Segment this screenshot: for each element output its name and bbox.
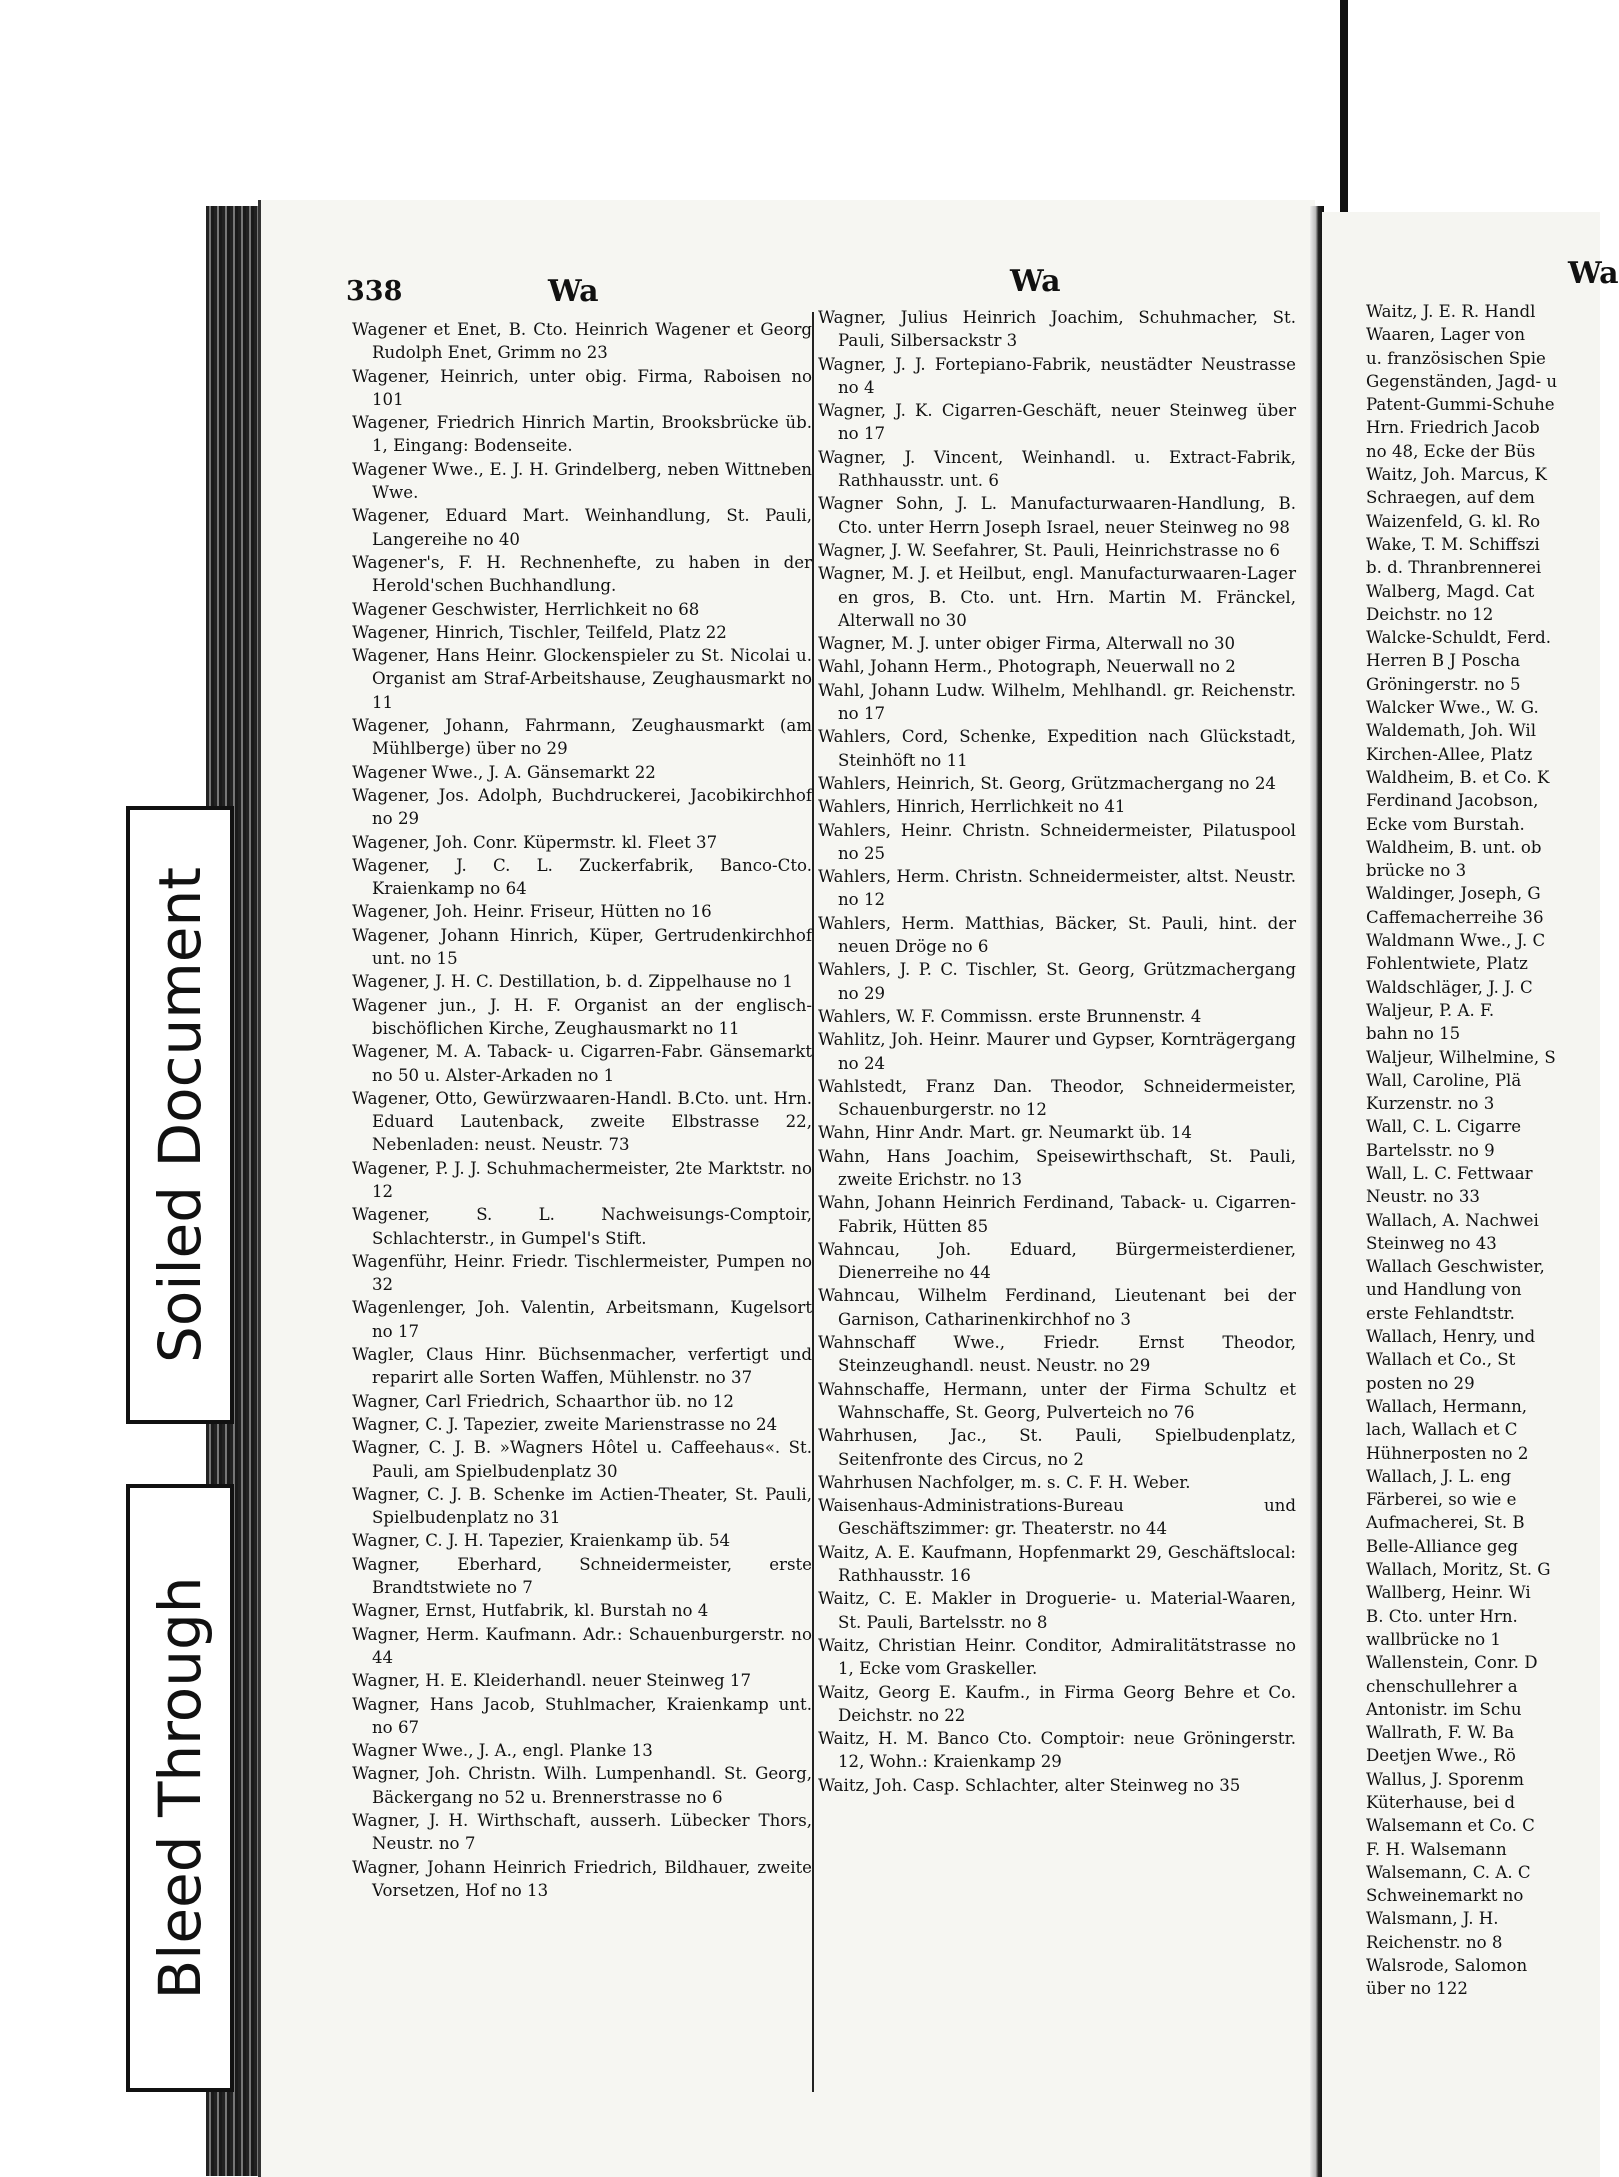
directory-entry: Wagener, Hans Heinr. Glockenspieler zu St. Nicolai u. Organist am Straf-Arbeitshause, Zeughausmarkt no 11 xyxy=(352,646,812,712)
directory-entry: Wagener jun., J. H. F. Organist an der englisch-bischöflichen Kirche, Zeughausmarkt no 11 xyxy=(352,995,812,1038)
directory-entry: Antonistr. im Schu xyxy=(1366,1699,1522,1719)
directory-entry: Wagener, Hinrich, Tischler, Teilfeld, Platz 22 xyxy=(352,622,727,642)
directory-entry: Ferdinand Jacobson, xyxy=(1366,791,1539,811)
directory-entry: Waldheim, B. unt. ob xyxy=(1366,837,1542,857)
directory-entry: Wagner, Carl Friedrich, Schaarthor üb. no 12 xyxy=(352,1391,734,1411)
soiled-document-text: Soiled Document xyxy=(146,867,214,1363)
directory-entry: Wagner, J. H. Wirthschaft, ausserh. Lübecker Thors, Neustr. no 7 xyxy=(352,1811,812,1854)
directory-entry: Waitz, Christian Heinr. Conditor, Admiralitätstrasse no 1, Ecke vom Graskeller. xyxy=(818,1635,1296,1679)
directory-entry: Waisenhaus-Administrations-Bureau und Geschäftszimmer: gr. Theaterstr. no 44 xyxy=(818,1496,1296,1539)
directory-entry: wallbrücke no 1 xyxy=(1366,1629,1501,1649)
directory-entry: bahn no 15 xyxy=(1366,1024,1461,1044)
directory-entry: Waitz, H. M. Banco Cto. Comptoir: neue Gröningerstr. 12, Wohn.: Kraienkamp 29 xyxy=(818,1729,1296,1772)
directory-entry: Wahncau, Wilhelm Ferdinand, Lieutenant bei der Garnison, Catharinenkirchhof no 3 xyxy=(818,1286,1296,1329)
directory-entry: Waljeur, Wilhelmine, S xyxy=(1366,1047,1556,1067)
directory-entry: b. d. Thranbrennerei xyxy=(1366,558,1542,578)
directory-entry: Wagner, Joh. Christn. Wilh. Lumpenhandl. St. Georg, Bäckergang no 52 u. Brennerstrasse no 6 xyxy=(352,1764,812,1807)
directory-column-right xyxy=(1366,300,1600,2001)
running-head-middle: Wa xyxy=(1010,264,1061,299)
directory-entry: posten no 29 xyxy=(1366,1373,1475,1393)
directory-entry: Wall, L. C. Fettwaar xyxy=(1366,1163,1533,1183)
directory-entry: Walsemann, C. A. C xyxy=(1366,1862,1531,1882)
directory-entry: Wagener Geschwister, Herrlichkeit no 68 xyxy=(352,599,700,619)
directory-entry: Wagener, Johann Hinrich, Küper, Gertrudenkirchhof unt. no 15 xyxy=(352,925,812,969)
directory-entry: Wallus, J. Sporenm xyxy=(1366,1769,1524,1789)
directory-entry: Bartelsstr. no 9 xyxy=(1366,1140,1495,1160)
directory-entry: Wallberg, Heinr. Wi xyxy=(1366,1583,1531,1603)
directory-entry: Kirchen-Allee, Platz xyxy=(1366,744,1533,764)
directory-entry: Waitz, Joh. Casp. Schlachter, alter Steinweg no 35 xyxy=(818,1775,1241,1795)
directory-entry: Wagener, J. H. C. Destillation, b. d. Zippelhause no 1 xyxy=(352,972,793,992)
directory-entry: lach, Wallach et C xyxy=(1366,1420,1518,1440)
directory-entry: Wallach, Hermann, xyxy=(1366,1396,1528,1416)
directory-entry: Wagener, M. A. Taback- u. Cigarren-Fabr. Gänsemarkt no 50 u. Alster-Arkaden no 1 xyxy=(352,1042,812,1085)
directory-entry: Wahlers, Heinr. Christn. Schneidermeister, Pilatuspool no 25 xyxy=(818,820,1296,863)
directory-entry: Wahn, Hinr Andr. Mart. gr. Neumarkt üb. 14 xyxy=(818,1123,1192,1143)
directory-entry: Wahlers, Hinrich, Herrlichkeit no 41 xyxy=(818,797,1126,817)
directory-entry: Walsrode, Salomon xyxy=(1366,1956,1528,1976)
directory-entry: Wagner, Johann Heinrich Friedrich, Bildhauer, zweite Vorsetzen, Hof no 13 xyxy=(352,1857,812,1900)
directory-entry: Wallach, Henry, und xyxy=(1366,1327,1536,1347)
directory-entry: Wagner, C. J. B. »Wagners Hôtel u. Caffeehaus«. St. Pauli, am Spielbudenplatz 30 xyxy=(352,1438,812,1481)
directory-entry: über no 122 xyxy=(1366,1979,1468,1999)
directory-entry: Wahn, Johann Heinrich Ferdinand, Taback- u. Cigarren-Fabrik, Hütten 85 xyxy=(818,1193,1296,1236)
directory-entry: Neustr. no 33 xyxy=(1366,1187,1480,1207)
directory-entry: Waldschläger, J. J. C xyxy=(1366,977,1533,997)
directory-entry: Wahlers, Herm. Christn. Schneidermeister, altst. Neustr. no 12 xyxy=(818,867,1296,910)
directory-entry: Aufmacherei, St. B xyxy=(1366,1513,1525,1533)
directory-entry: Wallach, J. L. eng xyxy=(1366,1466,1512,1486)
directory-entry: Wallach, Moritz, St. G xyxy=(1366,1560,1551,1580)
directory-entry: Wagener, Heinrich, unter obig. Firma, Raboisen no 101 xyxy=(352,366,812,409)
directory-entry: Färberei, so wie e xyxy=(1366,1490,1517,1510)
directory-entry: Waldheim, B. et Co. K xyxy=(1366,767,1550,787)
directory-entry: Hühnerposten no 2 xyxy=(1366,1443,1529,1463)
directory-entry: Wagner, C. J. H. Tapezier, Kraienkamp üb. 54 xyxy=(352,1531,731,1551)
directory-entry: Wahlstedt, Franz Dan. Theodor, Schneidermeister, Schauenburgerstr. no 12 xyxy=(818,1076,1296,1120)
column-rule xyxy=(812,312,814,2092)
running-head-left: Wa xyxy=(548,274,599,309)
directory-entry: Wahrhusen Nachfolger, m. s. C. F. H. Weber. xyxy=(818,1472,1191,1492)
directory-entry: Wagener Wwe., E. J. H. Grindelberg, neben Wittneben Wwe. xyxy=(352,459,812,503)
directory-entry: Wahncau, Joh. Eduard, Bürgermeisterdiener, Dienerreihe no 44 xyxy=(818,1239,1296,1283)
directory-entry: Wagner, J. J. Fortepiano-Fabrik, neustädter Neustrasse no 4 xyxy=(818,354,1296,397)
bleed-through-label xyxy=(126,1484,234,2092)
directory-entry: Wagner Wwe., J. A., engl. Planke 13 xyxy=(352,1741,653,1761)
directory-entry: Wagener Wwe., J. A. Gänsemarkt 22 xyxy=(352,762,656,782)
directory-entry: Wahlers, J. P. C. Tischler, St. Georg, Grützmachergang no 29 xyxy=(818,960,1296,1003)
directory-entry: Walsemann et Co. C xyxy=(1366,1816,1535,1836)
directory-entry: Wallach et Co., St xyxy=(1366,1350,1516,1370)
directory-entry: Wagener et Enet, B. Cto. Heinrich Wagener et Georg Rudolph Enet, Grimm no 23 xyxy=(352,320,812,363)
directory-entry: Wagener, Joh. Conr. Küpermstr. kl. Fleet 37 xyxy=(352,832,718,852)
bleed-through-text: Bleed Through xyxy=(146,1576,214,2000)
directory-entry: Waizenfeld, G. kl. Ro xyxy=(1366,511,1541,531)
directory-entry: Gröningerstr. no 5 xyxy=(1366,674,1521,694)
directory-entry: Wagner, Julius Heinrich Joachim, Schuhmacher, St. Pauli, Silbersackstr 3 xyxy=(818,308,1296,351)
directory-entry: Wagner, M. J. unter obiger Firma, Alterwall no 30 xyxy=(818,634,1236,654)
directory-entry: Wahl, Johann Herm., Photograph, Neuerwall no 2 xyxy=(818,657,1236,677)
directory-entry: Wallach Geschwister, xyxy=(1366,1257,1545,1277)
directory-entry: Ecke vom Burstah. xyxy=(1366,814,1525,834)
directory-entry: Belle-Alliance geg xyxy=(1366,1536,1518,1556)
directory-entry: Gegenständen, Jagd- u xyxy=(1366,371,1558,391)
directory-entry: Herren B J Poscha xyxy=(1366,651,1521,671)
directory-entry: Wagner, Herm. Kaufmann. Adr.: Schauenburgerstr. no 44 xyxy=(352,1624,812,1667)
directory-entry: B. Cto. unter Hrn. xyxy=(1366,1606,1518,1626)
directory-entry: Wahlers, W. F. Commissn. erste Brunnenstr. 4 xyxy=(818,1006,1202,1026)
directory-entry: Wagener, Friedrich Hinrich Martin, Brooksbrücke üb. 1, Eingang: Bodenseite. xyxy=(352,413,812,456)
directory-entry: Wagener, P. J. J. Schuhmachermeister, 2te Marktstr. no 12 xyxy=(352,1158,812,1201)
directory-entry: Wahn, Hans Joachim, Speisewirthschaft, St. Pauli, zweite Erichstr. no 13 xyxy=(818,1146,1296,1189)
directory-entry: Wagner, Eberhard, Schneidermeister, erste Brandtstwiete no 7 xyxy=(352,1554,812,1598)
directory-entry: Steinweg no 43 xyxy=(1366,1233,1497,1253)
directory-entry: no 48, Ecke der Büs xyxy=(1366,441,1536,461)
directory-entry: Wahlers, Heinrich, St. Georg, Grützmachergang no 24 xyxy=(818,773,1276,793)
directory-entry: Waitz, J. E. R. Handl xyxy=(1366,302,1536,321)
directory-entry: Wake, T. M. Schiffszi xyxy=(1366,534,1540,554)
directory-entry: Wagner, J. W. Seefahrer, St. Pauli, Heinrichstrasse no 6 xyxy=(818,540,1280,560)
directory-entry: Wagner Sohn, J. L. Manufacturwaaren-Handlung, B. Cto. unter Herrn Joseph Israel, neuer Steinweg no 98 xyxy=(818,494,1296,537)
directory-entry: Wallenstein, Conr. D xyxy=(1366,1653,1538,1673)
directory-entry: Wagner, Hans Jacob, Stuhlmacher, Kraienkamp unt. no 67 xyxy=(352,1694,812,1737)
directory-entry: Wahl, Johann Ludw. Wilhelm, Mehlhandl. gr. Reichenstr. no 17 xyxy=(818,680,1296,724)
directory-entry: Wagner, J. K. Cigarren-Geschäft, neuer Steinweg über no 17 xyxy=(818,401,1296,444)
directory-entry: Wagener, Eduard Mart. Weinhandlung, St. Pauli, Langereihe no 40 xyxy=(352,506,812,549)
directory-entry: Wagner, J. Vincent, Weinhandl. u. Extract-Fabrik, Rathhausstr. unt. 6 xyxy=(818,447,1296,491)
directory-entry: Waaren, Lager von xyxy=(1366,325,1526,345)
directory-entry: Walsmann, J. H. xyxy=(1366,1909,1499,1929)
directory-entry: Waldinger, Joseph, G xyxy=(1366,884,1541,904)
directory-entry: Wagenführ, Heinr. Friedr. Tischlermeister, Pumpen no 32 xyxy=(352,1251,812,1295)
directory-entry: Waitz, A. E. Kaufmann, Hopfenmarkt 29, Geschäftslocal: Rathhausstr. 16 xyxy=(818,1542,1296,1586)
directory-entry: Reichenstr. no 8 xyxy=(1366,1932,1503,1952)
directory-entry: Waldemath, Joh. Wil xyxy=(1366,721,1537,741)
directory-entry: Waldmann Wwe., J. C xyxy=(1366,931,1546,951)
directory-entry: Waitz, C. E. Makler in Droguerie- u. Material-Waaren, St. Pauli, Bartelsstr. no 8 xyxy=(818,1589,1296,1632)
directory-entry: Wagner, C. J. B. Schenke im Actien-Theater, St. Pauli, Spielbudenplatz no 31 xyxy=(352,1484,812,1528)
directory-entry: Wahnschaff Wwe., Friedr. Ernst Theodor, Steinzeughandl. neust. Neustr. no 29 xyxy=(818,1333,1296,1376)
directory-entry: Deichstr. no 12 xyxy=(1366,604,1494,624)
directory-entry: Wagener, Joh. Heinr. Friseur, Hütten no 16 xyxy=(352,902,712,922)
directory-entry: Schraegen, auf dem xyxy=(1366,488,1535,508)
directory-entry: Hrn. Friedrich Jacob xyxy=(1366,418,1540,438)
directory-entry: Wahnschaffe, Hermann, unter der Firma Schultz et Wahnschaffe, St. Georg, Pulverteich no 76 xyxy=(818,1379,1296,1422)
directory-entry: Wagner, Ernst, Hutfabrik, kl. Burstah no 4 xyxy=(352,1601,709,1621)
directory-entry: Caffemacherreihe 36 xyxy=(1366,907,1544,927)
directory-entry: Walcke-Schuldt, Ferd. xyxy=(1366,628,1552,648)
directory-entry: Fohlentwiete, Platz xyxy=(1366,954,1528,974)
directory-entry: Wahlers, Herm. Matthias, Bäcker, St. Pauli, hint. der neuen Dröge no 6 xyxy=(818,913,1296,957)
directory-entry: Wall, Caroline, Plä xyxy=(1366,1070,1522,1090)
directory-entry: u. französischen Spie xyxy=(1366,348,1546,368)
directory-entry: Wall, C. L. Cigarre xyxy=(1366,1117,1522,1137)
directory-entry: chenschullehrer a xyxy=(1366,1676,1518,1696)
directory-entry: Walcker Wwe., W. G. xyxy=(1366,698,1539,718)
directory-entry: Wagener, Jos. Adolph, Buchdruckerei, Jacobikirchhof no 29 xyxy=(352,785,812,829)
running-head-right: Wa xyxy=(1568,256,1619,291)
directory-entry: Wagener, J. C. L. Zuckerfabrik, Banco-Cto. Kraienkamp no 64 xyxy=(352,855,812,899)
directory-entry: Waitz, Joh. Marcus, K xyxy=(1366,465,1547,485)
directory-entry: Wagner, M. J. et Heilbut, engl. Manufacturwaaren-Lager en gros, B. Cto. unt. Hrn. Martin M. Fränckel, Alterwall no 30 xyxy=(818,564,1296,630)
directory-column-middle xyxy=(818,306,1296,1797)
directory-entry: Wahrhusen, Jac., St. Pauli, Spielbudenplatz, Seitenfronte des Circus, no 2 xyxy=(818,1426,1296,1469)
directory-entry: Wagener, Johann, Fahrmann, Zeughausmarkt (am Mühlberge) über no 29 xyxy=(352,716,812,759)
directory-entry: Wagner, C. J. Tapezier, zweite Marienstrasse no 24 xyxy=(352,1414,778,1434)
directory-entry: Schweinemarkt no xyxy=(1366,1886,1524,1906)
directory-entry: Wahlitz, Joh. Heinr. Maurer und Gypser, Kornträgergang no 24 xyxy=(818,1030,1296,1073)
directory-entry: Deetjen Wwe., Rö xyxy=(1366,1746,1516,1766)
directory-entry: Waitz, Georg E. Kaufm., in Firma Georg Behre et Co. Deichstr. no 22 xyxy=(818,1682,1296,1725)
directory-entry: Wagner, H. E. Kleiderhandl. neuer Steinweg 17 xyxy=(352,1671,752,1691)
directory-entry: Wagener's, F. H. Rechnenhefte, zu haben in der Herold'schen Buchhandlung. xyxy=(352,552,812,596)
directory-entry: Wallach, A. Nachwei xyxy=(1366,1210,1539,1230)
directory-entry: Wagler, Claus Hinr. Büchsenmacher, verfertigt und reparirt alle Sorten Waffen, Mühlenstr. no 37 xyxy=(352,1345,812,1388)
directory-entry: Patent-Gummi-Schuhe xyxy=(1366,395,1555,415)
directory-entry: Wallrath, F. W. Ba xyxy=(1366,1723,1515,1743)
directory-entry: Wagener, Otto, Gewürzwaaren-Handl. B.Cto. unt. Hrn. Eduard Lautenback, zweite Elbstrasse 22, Nebenladen: neust. Neustr. 73 xyxy=(352,1088,812,1155)
directory-entry: Wagenlenger, Joh. Valentin, Arbeitsmann, Kugelsort no 17 xyxy=(352,1298,812,1341)
directory-entry: Wagener, S. L. Nachweisungs-Comptoir, Schlachterstr., in Gumpel's Stift. xyxy=(352,1205,812,1248)
directory-entry: brücke no 3 xyxy=(1366,861,1467,881)
directory-entry: Waljeur, P. A. F. xyxy=(1366,1000,1495,1020)
directory-entry: Küterhause, bei d xyxy=(1366,1793,1515,1812)
directory-column-left xyxy=(352,318,812,1902)
directory-entry: F. H. Walsemann xyxy=(1366,1839,1507,1859)
soiled-document-label xyxy=(126,806,234,1424)
directory-entry: Kurzenstr. no 3 xyxy=(1366,1094,1495,1114)
directory-entry: Walberg, Magd. Cat xyxy=(1366,581,1535,601)
directory-entry: Wahlers, Cord, Schenke, Expedition nach Glückstadt, Steinhöft no 11 xyxy=(818,727,1296,770)
page-number: 338 xyxy=(346,276,403,307)
directory-entry: und Handlung von xyxy=(1366,1280,1522,1300)
directory-entry: erste Fehlandtstr. xyxy=(1366,1303,1515,1323)
